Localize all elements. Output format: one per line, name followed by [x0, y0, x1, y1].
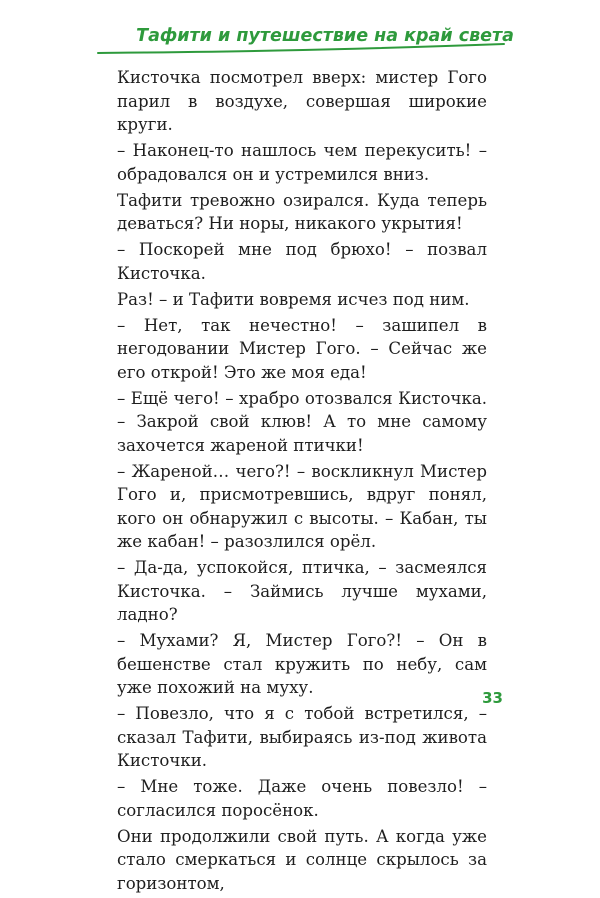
paragraph: – Поскорей мне под брюхо! – позвал Кисточка. — [117, 240, 487, 283]
header-rule — [96, 40, 506, 58]
header-rule-line — [98, 44, 504, 53]
paragraph: – Ещё чего! – храбро отозвался Кисточка. – Закрой свой клюв! А то мне самому захочется жареной птички! — [117, 388, 487, 455]
paragraph: – Нет, так нечестно! – зашипел в негодовании Мистер Гого. – Сейчас же его открой! Это же моя еда! — [117, 315, 487, 382]
paragraph: Они продолжили свой путь. А когда уже стало смеркаться и солнце скрылось за горизонтом, — [117, 826, 487, 893]
paragraph: – Наконец-то нашлось чем перекусить! – обрадовался он и устремился вниз. — [117, 141, 487, 184]
paragraph: Раз! – и Тафити вовремя исчез под ним. — [117, 289, 470, 309]
paragraph: – Мухами? Я, Мистер Гого?! – Он в бешенстве стал кружить по небу, сам уже похожий на муху. — [117, 631, 487, 697]
paragraph: – Повезло, что я с тобой встретился, – сказал Тафити, выбираясь из-под живота Кисточки. — [117, 704, 487, 770]
paragraph: Кисточка посмотрел вверх: мистер Гого парил в воздухе, совершая широкие круги. — [117, 68, 487, 134]
paragraph: – Да-да, успокойся, птичка, – засмеялся Кисточка. – Займись лучше мухами, ладно? — [117, 558, 487, 624]
story-text — [117, 66, 487, 898]
paragraph: – Жареной… чего?! – воскликнул Мистер Гого и, присмотревшись, вдруг понял, кого он обнаружил с высоты. – Кабан, ты же кабан! – разозлился орёл. — [117, 461, 487, 551]
page-number: 33 — [482, 689, 503, 707]
paragraph: Тафити тревожно озирался. Куда теперь деваться? Ни норы, никакого укрытия! — [117, 190, 487, 233]
running-header-title: Тафити и путешествие на край света — [136, 26, 514, 46]
paragraph: – Мне тоже. Даже очень повезло! – согласился поросёнок. — [117, 777, 487, 820]
